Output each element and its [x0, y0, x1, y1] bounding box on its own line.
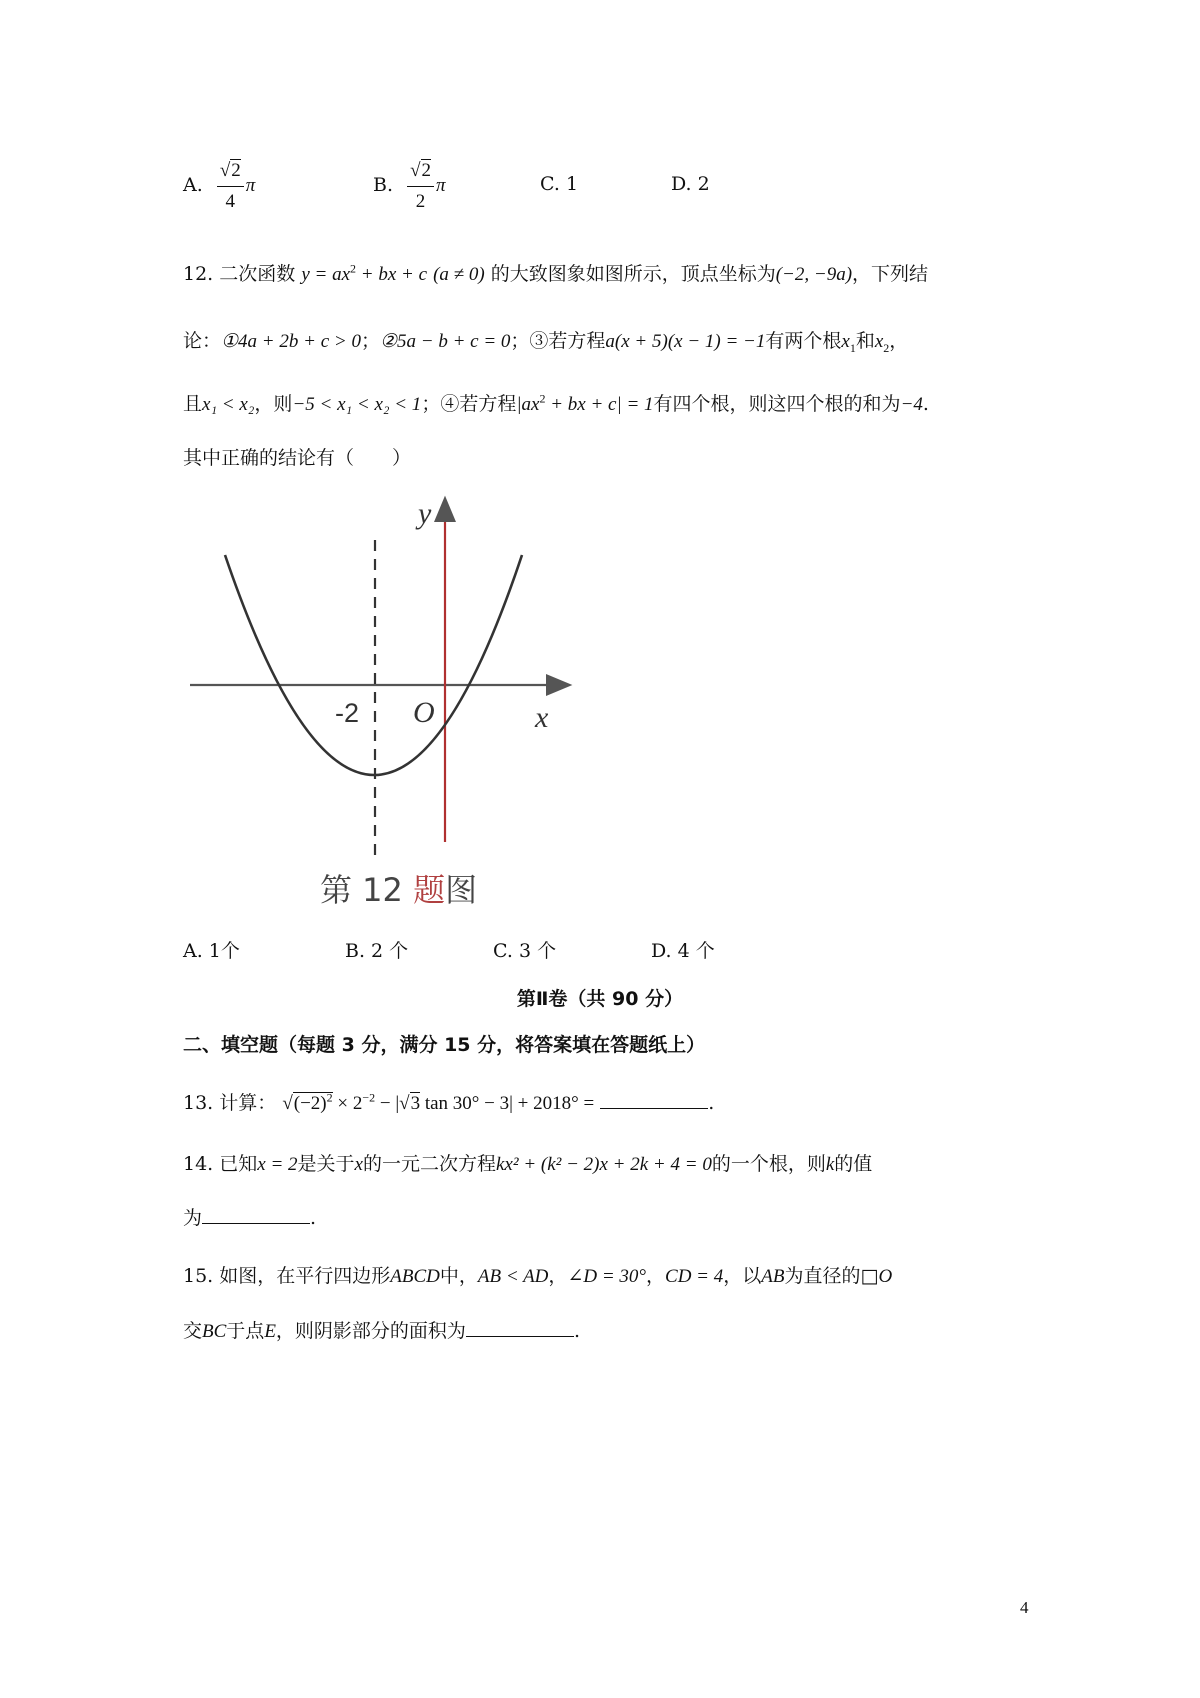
- sqrt2-over-2: $\frac{√2}{2}$: [407, 156, 434, 217]
- figure-caption: 第 12 题图: [320, 871, 478, 909]
- section-title: 第Ⅱ卷（共 90 分）: [516, 988, 684, 1010]
- q12-option-b: B. 2 个: [345, 940, 409, 962]
- q14-answer-blank[interactable]: [202, 1223, 310, 1224]
- q12-option-c: C. 3 个: [493, 940, 557, 962]
- q12-conclusion-2: ②5a − b + c = 0: [379, 331, 511, 352]
- q12-conclusion-1: ①4a + 2b + c > 0: [221, 331, 361, 352]
- missing-glyph-box: □: [860, 1265, 879, 1287]
- x-axis-label: x: [535, 701, 549, 734]
- q12-line4: 其中正确的结论有（ ）: [183, 447, 412, 469]
- origin-label: O: [413, 696, 435, 729]
- q12-option-d: D. 4 个: [651, 940, 715, 962]
- q12-option-a: A. 1个: [183, 940, 240, 962]
- q13-line: 13. 计算： $√(-2)^2 \times 2^{-2} - |√3$ tan 30° − 3| + 2018° = .: [183, 1090, 715, 1114]
- q14-line2: 为 .: [183, 1207, 317, 1229]
- q15-line1: 15. 如图，在平行四边形ABCD中，AB < AD，∠D = 30°，CD = 4，以AB为直径的□O: [183, 1265, 893, 1287]
- q15-answer-blank[interactable]: [466, 1336, 574, 1337]
- q12-line1: 12. 二次函数 $y = ax^2$ + bx + c (a ≠ 0) 的大致图象如图所示，顶点坐标为(−2, −9a)，下列结: [183, 261, 929, 285]
- q12-parabola-figure: [180, 480, 580, 920]
- q11-option-b: B. $\frac{√2}{2}$ π: [373, 150, 446, 220]
- q14-equation: kx² + (k² − 2)x + 2k + 4 = 0: [496, 1154, 712, 1175]
- q12-vertex: (−2, −9a): [775, 264, 853, 285]
- q14-line1: 14. 已知x = 2是关于x的一元二次方程kx² + (k² − 2)x + 2k + 4 = 0的一个根，则k的值: [183, 1153, 873, 1175]
- parabola-curve: [225, 555, 522, 775]
- q12-abs-equation: $|ax^2$ + bx + c| = 1: [516, 391, 654, 415]
- q13-answer-blank[interactable]: [600, 1108, 708, 1109]
- q12-range: −5 < x₁ < x₂ < 1: [292, 394, 422, 415]
- page-number: 4: [1020, 1598, 1029, 1617]
- sqrt2-over-4: $\frac{√2}{4}$: [217, 156, 244, 217]
- y-axis-label: y: [418, 497, 432, 530]
- vertex-tick-label: -2: [335, 698, 360, 728]
- q15-line2: 交BC于点E，则阴影部分的面积为 .: [183, 1320, 580, 1342]
- q12-line2: 论：①4a + 2b + c > 0；②5a − b + c = 0；③若方程a(x + 5)(x − 1) = −1有两个根$x_1$和$x_2$，: [183, 330, 909, 355]
- q11-option-c: C. 1: [540, 173, 579, 195]
- section-subtitle: 二、填空题（每题 3 分，满分 15 分，将答案填在答题纸上）: [183, 1034, 706, 1056]
- q11-option-a: A. $\frac{√2}{4}$ π: [183, 174, 255, 196]
- q12-line3: 且x₁ < x₂，则−5 < x₁ < x₂ < 1；④若方程$|ax^2$ + bx + c| = 1有四个根，则这四个根的和为−4.: [183, 391, 929, 415]
- q11-option-d: D. 2: [671, 173, 710, 195]
- q11-options: [183, 150, 255, 220]
- q12-equation-3: a(x + 5)(x − 1) = −1: [605, 331, 766, 352]
- q12-function-formula: $y = ax^2$ + bx + c: [301, 261, 428, 285]
- q13-expression: $√(-2)^2 \times 2^{-2} - |√3$ tan 30° − 3| + 2018° =: [282, 1090, 595, 1114]
